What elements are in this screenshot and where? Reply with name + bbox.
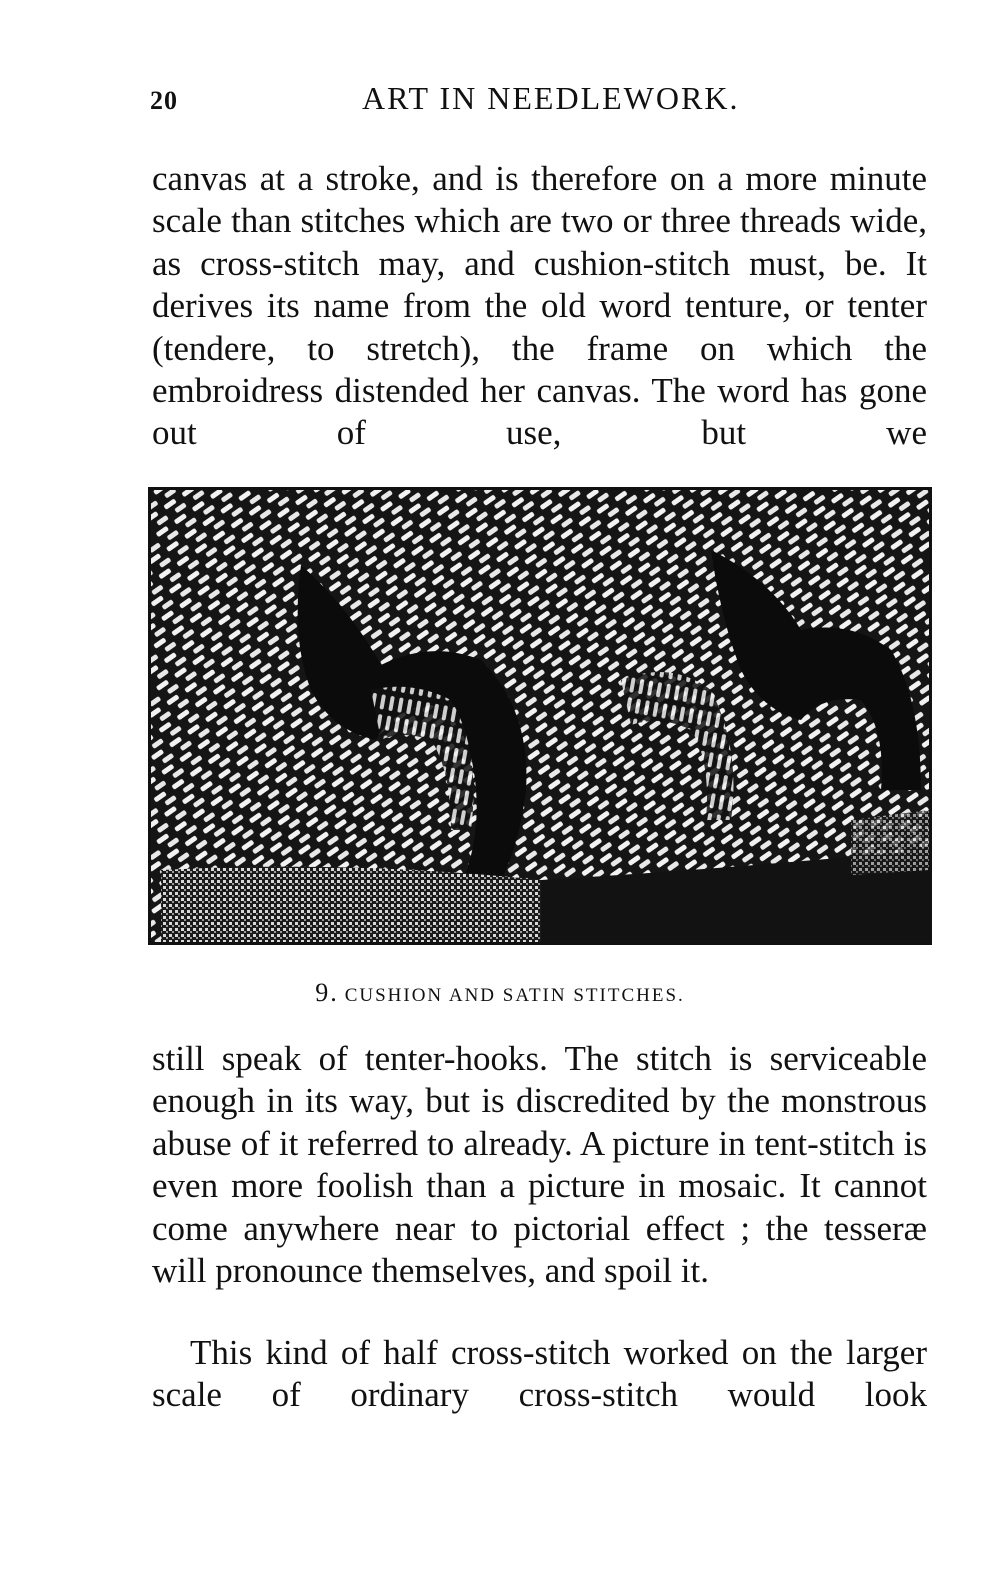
page-number: 20 bbox=[150, 86, 178, 115]
body-paragraph: still speak of tenter-hooks. The stitch is serviceable enough in its way, but is discredited by the monstrous abuse of it referred to already. A picture in tent-stitch is even more foolish than a picture in mosaic. It cannot come anywhere near to pictorial effect ; the tesseræ will pronounce themselves, and spoil it. bbox=[152, 1039, 927, 1291]
body-paragraph: This kind of half cross-stitch worked on the larger scale of ordinary cross-stitch would look bbox=[152, 1333, 927, 1415]
figure-caption bbox=[0, 978, 1000, 1008]
stitch-pattern-image bbox=[151, 490, 929, 942]
running-head: ART IN NEEDLEWORK. bbox=[362, 80, 740, 116]
figure-number: 9. bbox=[315, 978, 339, 1007]
body-paragraph: canvas at a stroke, and is therefore on a more minute scale than stitches which are two or three threads wide, as cross-stitch may, and cushion-stitch must, be. It derives its name from the old word tenture, or tenter (tendere, to stretch), the frame on which the embroidress distended her canvas. The word has gone out of use, but we bbox=[152, 159, 927, 453]
stitch-illustration bbox=[148, 487, 932, 945]
figure-caption-text: CUSHION AND SATIN STITCHES. bbox=[344, 985, 685, 1006]
page-header bbox=[150, 80, 930, 130]
